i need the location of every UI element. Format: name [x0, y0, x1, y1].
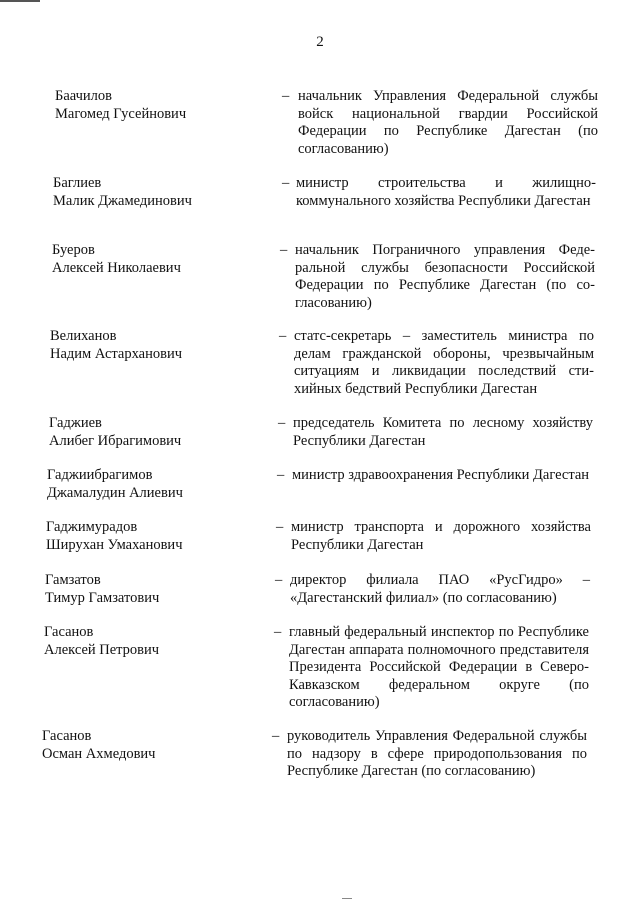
- person-name: [50, 328, 182, 363]
- scan-edge-mark: [0, 0, 40, 2]
- surname: Гамзатов: [45, 572, 101, 588]
- position-description: главный федеральный инспектор по Республике Дагестан аппарата полномочного представителя Президента Российской Федерации в Северо-Кавказском федеральном округе (по согласованию): [289, 624, 589, 710]
- person-name: [52, 242, 181, 277]
- dash: –: [277, 467, 285, 483]
- position-description: статс-секретарь – заместитель министра по делам гражданской обороны, чрезвычайным ситуациям и ликвидации последствий стихийных бедствий Республики Дагестан: [294, 328, 594, 397]
- surname: Гасанов: [44, 624, 94, 640]
- position-description: директор филиала ПАО «РусГидро» – «Дагестанский филиал» (по согласованию): [290, 572, 590, 606]
- person-name: [42, 728, 155, 763]
- dash: –: [278, 415, 286, 431]
- position-description: начальник Пограничного управления Федеральной службы безопасности Российской Федерации по Республике Дагестан (по согласованию): [295, 242, 595, 311]
- given-names: Алибег Ибрагимович: [49, 432, 182, 449]
- person-name: [44, 624, 159, 659]
- position-description: председатель Комитета по лесному хозяйству Республики Дагестан: [293, 415, 593, 449]
- position-description: руководитель Управления Федеральной службы по надзору в сфере природопользования по Республике Дагестан (по согласованию): [287, 728, 587, 779]
- dash: –: [274, 624, 282, 640]
- surname: Буеров: [52, 242, 95, 258]
- person-name: [55, 88, 186, 123]
- dash: –: [280, 242, 288, 258]
- dash: –: [272, 728, 280, 744]
- given-names: Магомед Гусейнович: [55, 105, 187, 122]
- page-number: 2: [316, 34, 324, 50]
- surname: Гаджиибрагимов: [47, 467, 153, 483]
- given-names: Малик Джамединович: [53, 192, 192, 209]
- given-names: Тимур Гамзатович: [45, 589, 160, 606]
- person-name: [49, 415, 181, 450]
- given-names: Ширухан Умаханович: [46, 536, 183, 553]
- dash: –: [282, 175, 290, 191]
- dash: –: [276, 519, 284, 535]
- dash: –: [275, 572, 283, 588]
- surname: Гаджиев: [49, 415, 102, 431]
- given-names: Джамалудин Алиевич: [47, 484, 183, 501]
- person-name: [47, 467, 183, 502]
- surname: Баачилов: [55, 88, 113, 104]
- position-description: министр строительства и жилищно-коммунального хозяйства Республики Дагестан: [296, 175, 596, 209]
- position-description: начальник Управления Федеральной службы войск национальной гвардии Российской Федерации по Республике Дагестан (по согласованию): [298, 88, 598, 157]
- scan-bottom-mark: [342, 898, 352, 905]
- given-names: Алексей Николаевич: [52, 259, 181, 276]
- given-names: Алексей Петрович: [44, 641, 160, 658]
- person-name: [45, 572, 159, 607]
- surname: Велиханов: [50, 328, 117, 344]
- surname: Гасанов: [42, 728, 92, 744]
- given-names: Надим Астарханович: [50, 345, 182, 362]
- person-name: [53, 175, 192, 210]
- surname: Гаджимурадов: [46, 519, 138, 535]
- dash: –: [282, 88, 290, 104]
- dash: –: [279, 328, 287, 344]
- surname: Баглиев: [53, 175, 102, 191]
- position-description: министр транспорта и дорожного хозяйства Республики Дагестан: [291, 519, 591, 553]
- position-description: министр здравоохранения Республики Дагестан: [292, 467, 590, 483]
- given-names: Осман Ахмедович: [42, 745, 156, 762]
- person-name: [46, 519, 182, 554]
